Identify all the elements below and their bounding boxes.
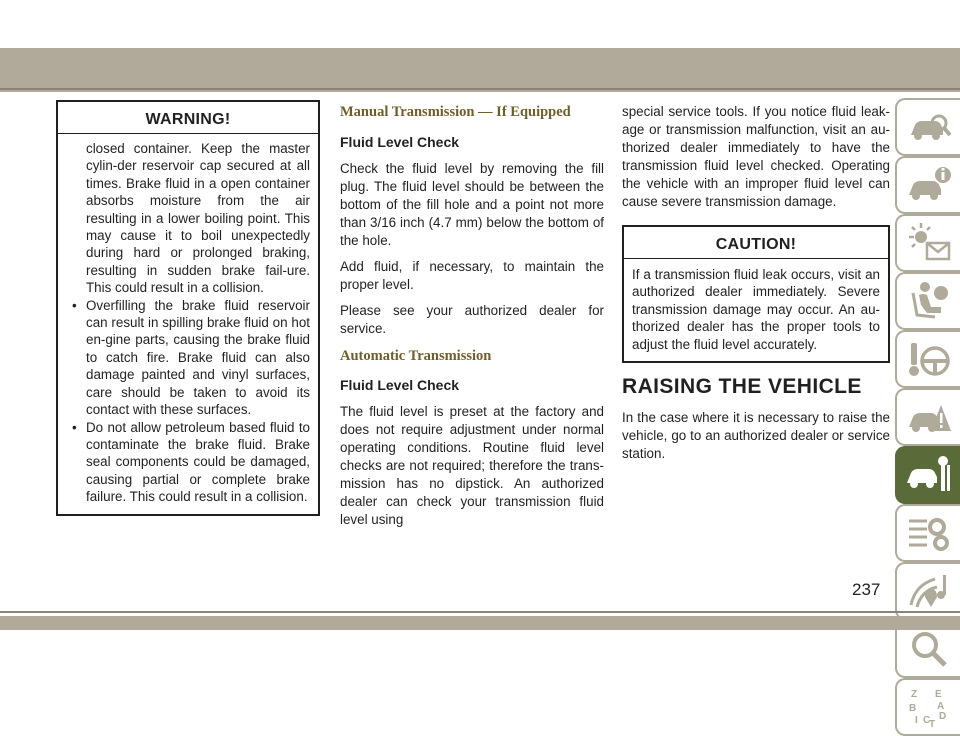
footer-rule	[0, 611, 960, 613]
manual-paragraph: Please see your authorized dealer for service.	[340, 303, 604, 336]
middle-column	[340, 100, 604, 529]
tab-list-gears[interactable]	[895, 504, 960, 562]
car-warning-icon	[905, 395, 953, 439]
raising-vehicle-text: In the case where it is necessary to raise the vehicle, go to an authorized dealer or service station.	[622, 410, 890, 462]
seat-airbag-icon	[905, 279, 953, 323]
manual-fluid-level-heading: Fluid Level Check	[340, 134, 460, 150]
caution-body	[624, 259, 888, 361]
warning-intro: closed container. Keep the master cylin-der reservoir cap secured at all times. Brake fluid in a open container absorbs moisture from the air resulting in a lower boiling point. This may cause it to boil unexpectedly during hard or prolonged braking, resulting in sudden brake fail-ure. This could result in a collision.	[86, 141, 310, 296]
svg-text:Z: Z	[910, 689, 917, 700]
manual-transmission-heading: Manual Transmission — If Equipped	[340, 104, 571, 120]
top-margin	[0, 0, 960, 48]
warning-body	[58, 134, 318, 514]
car-search-icon	[905, 105, 953, 149]
svg-text:T: T	[928, 719, 935, 729]
car-info-icon	[905, 163, 953, 207]
svg-text:A: A	[936, 701, 944, 712]
svg-text:E: E	[934, 689, 942, 700]
automatic-fluid-level-heading: Fluid Level Check	[340, 377, 460, 393]
magnifier-icon	[905, 627, 953, 671]
warning-list	[72, 297, 310, 506]
svg-text:D: D	[938, 711, 946, 722]
raising-vehicle-heading: RAISING THE VEHICLE	[622, 375, 862, 399]
key-steering-wheel-icon	[905, 337, 953, 381]
header-band	[0, 48, 960, 92]
warning-bullet: • Do not allow petroleum based fluid to contaminate the brake fluid. Brake seal components could be damaged, causing partial or complete brake failure. This could result in a collision.	[72, 419, 310, 506]
tab-key-steering[interactable]	[895, 330, 960, 388]
warning-bullet: • Overfilling the brake fluid reservoir can result in spilling brake fluid on hot en-gine parts, causing the brake fluid to catch fire. Brake fluid can also damage painted and vinyl surfaces, care should be taken to avoid its contact with these surfaces.	[72, 297, 310, 419]
warning-box	[56, 100, 320, 516]
manual-paragraph: Check the fluid level by removing the fill plug. The fluid level should be between the bottom of the fill hole and a point not more than 3/16 inch (4.7 mm) below the bottom of the hole.	[340, 161, 604, 248]
tab-lights-message[interactable]	[895, 214, 960, 272]
caution-text: If a transmission fluid leak occurs, visit an authorized dealer immediately. Severe transmission damage may occur. An au-thorized dealer has the proper tools to adjust the fluid level accurately.	[632, 267, 880, 352]
caution-title: CAUTION!	[624, 227, 888, 259]
page-number: 237	[852, 580, 881, 599]
left-column	[56, 100, 320, 516]
manual-paragraph: Add fluid, if necessary, to maintain the proper level.	[340, 259, 604, 292]
car-wrench-icon	[905, 453, 953, 497]
tab-car-wrench[interactable]	[895, 446, 960, 504]
lights-message-icon	[905, 221, 953, 265]
svg-text:I: I	[914, 715, 918, 726]
svg-text:B: B	[908, 703, 916, 714]
tab-seat-airbag[interactable]	[895, 272, 960, 330]
caution-box	[622, 225, 890, 363]
header-rule	[0, 88, 960, 90]
list-gears-icon	[905, 511, 953, 555]
right-column	[622, 100, 890, 463]
automatic-paragraph: The fluid level is preset at the factory and does not require adjustment under normal operating conditions. Routine fluid level checks are not required; therefore the trans-mission has no dipstick. An authorized dealer can check your transmission fluid level using	[340, 404, 604, 527]
footer-band	[0, 616, 960, 630]
tab-car-warning[interactable]	[895, 388, 960, 446]
tab-car-info[interactable]	[895, 156, 960, 214]
automatic-transmission-heading: Automatic Transmission	[340, 348, 492, 364]
tab-car-search[interactable]	[895, 98, 960, 156]
tab-index[interactable]	[895, 678, 960, 736]
alphabet-index-icon	[905, 685, 953, 729]
nav-music-icon	[905, 569, 953, 613]
svg-text:C: C	[922, 715, 930, 726]
warning-title: WARNING!	[58, 102, 318, 134]
automatic-paragraph-continued: special service tools. If you notice fluid leak-age or transmission malfunction, visit an au-thorized dealer immediately to have the transmission fluid level checked. Operating the vehicle with an improper fluid level can cause severe transmission damage.	[622, 104, 890, 209]
